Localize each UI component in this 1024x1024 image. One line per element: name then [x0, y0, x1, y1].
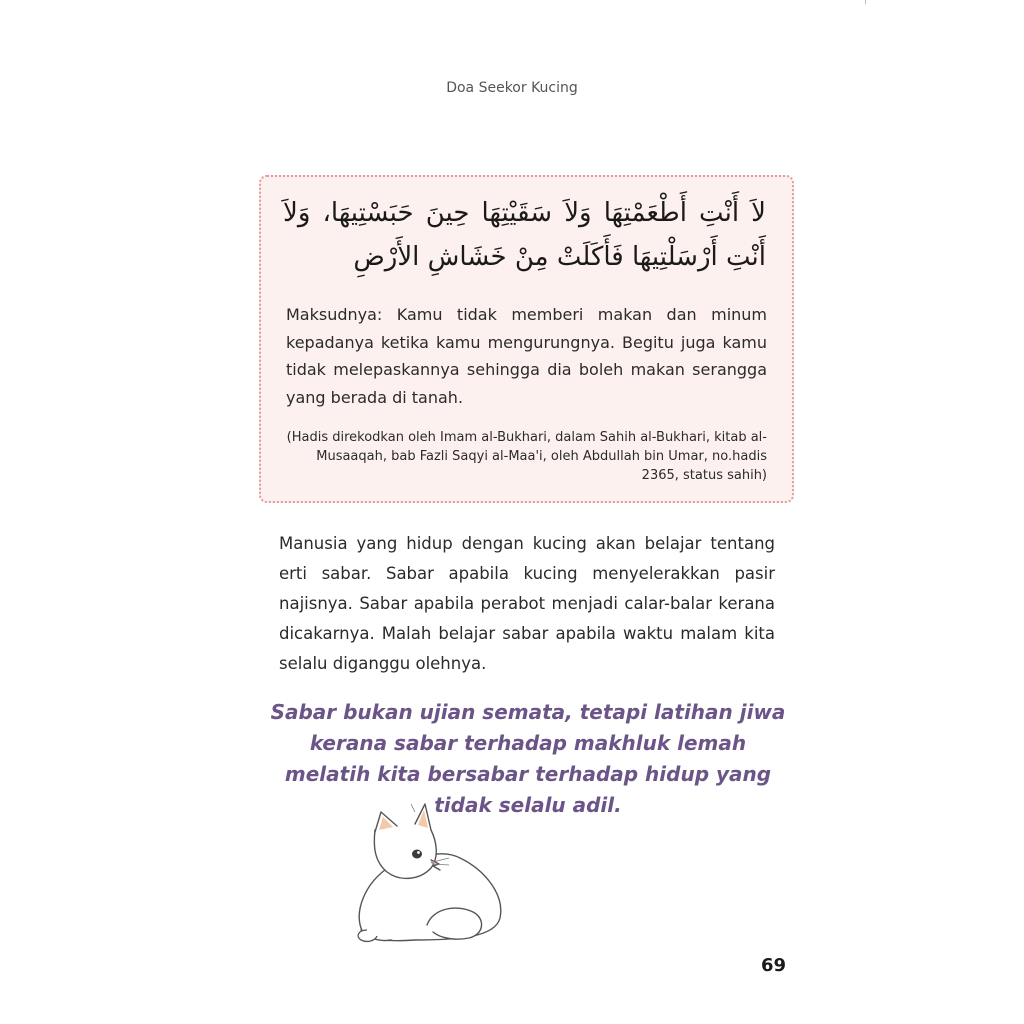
hadith-box — [259, 175, 794, 503]
sitting-cat-illustration — [345, 800, 510, 945]
pull-quote: Sabar bukan ujian semata, tetapi latihan jiwa kerana sabar terhadap makhluk lemah melatih kita bersabar terhadap hidup yang tidak selalu adil. — [270, 700, 786, 817]
hadith-translation: Maksudnya: Kamu tidak memberi makan dan minum kepadanya ketika kamu mengurungnya. Begitu juga kamu tidak melepaskannya sehingga dia boleh makan serangga yang berada di tanah. — [286, 305, 767, 407]
hadith-source-citation: (Hadis direkodkan oleh Imam al-Bukhari, dalam Sahih al-Bukhari, kitab al-Musaaqah, bab Fazli Saqyi al-Maa'i, oleh Abdullah bin Umar, no.hadis 2365, status sahih) — [286, 430, 767, 483]
hadith-arabic-text: لاَ أَنْتِ أَطْعَمْتِهَا وَلاَ سَقَيْتِهَا حِينَ حَبَسْتِيهَا، وَلاَ أَنْتِ أَرْسَلْتِيهَا فَأَكَلَتْ مِنْ خَشَاشِ الأَرْضِ — [283, 198, 766, 272]
page-number: 69 — [760, 955, 786, 976]
running-head: Doa Seekor Kucing — [446, 80, 578, 96]
body-paragraph: Manusia yang hidup dengan kucing akan belajar tentang erti sabar. Sabar apabila kucing menyelerakkan pasir najisnya. Sabar apabila perabot menjadi calar-balar kerana dicakarnya. Malah belajar sabar apabila waktu malam kita selalu diganggu olehnya. — [279, 534, 775, 673]
page-edge-mark — [865, 0, 866, 4]
